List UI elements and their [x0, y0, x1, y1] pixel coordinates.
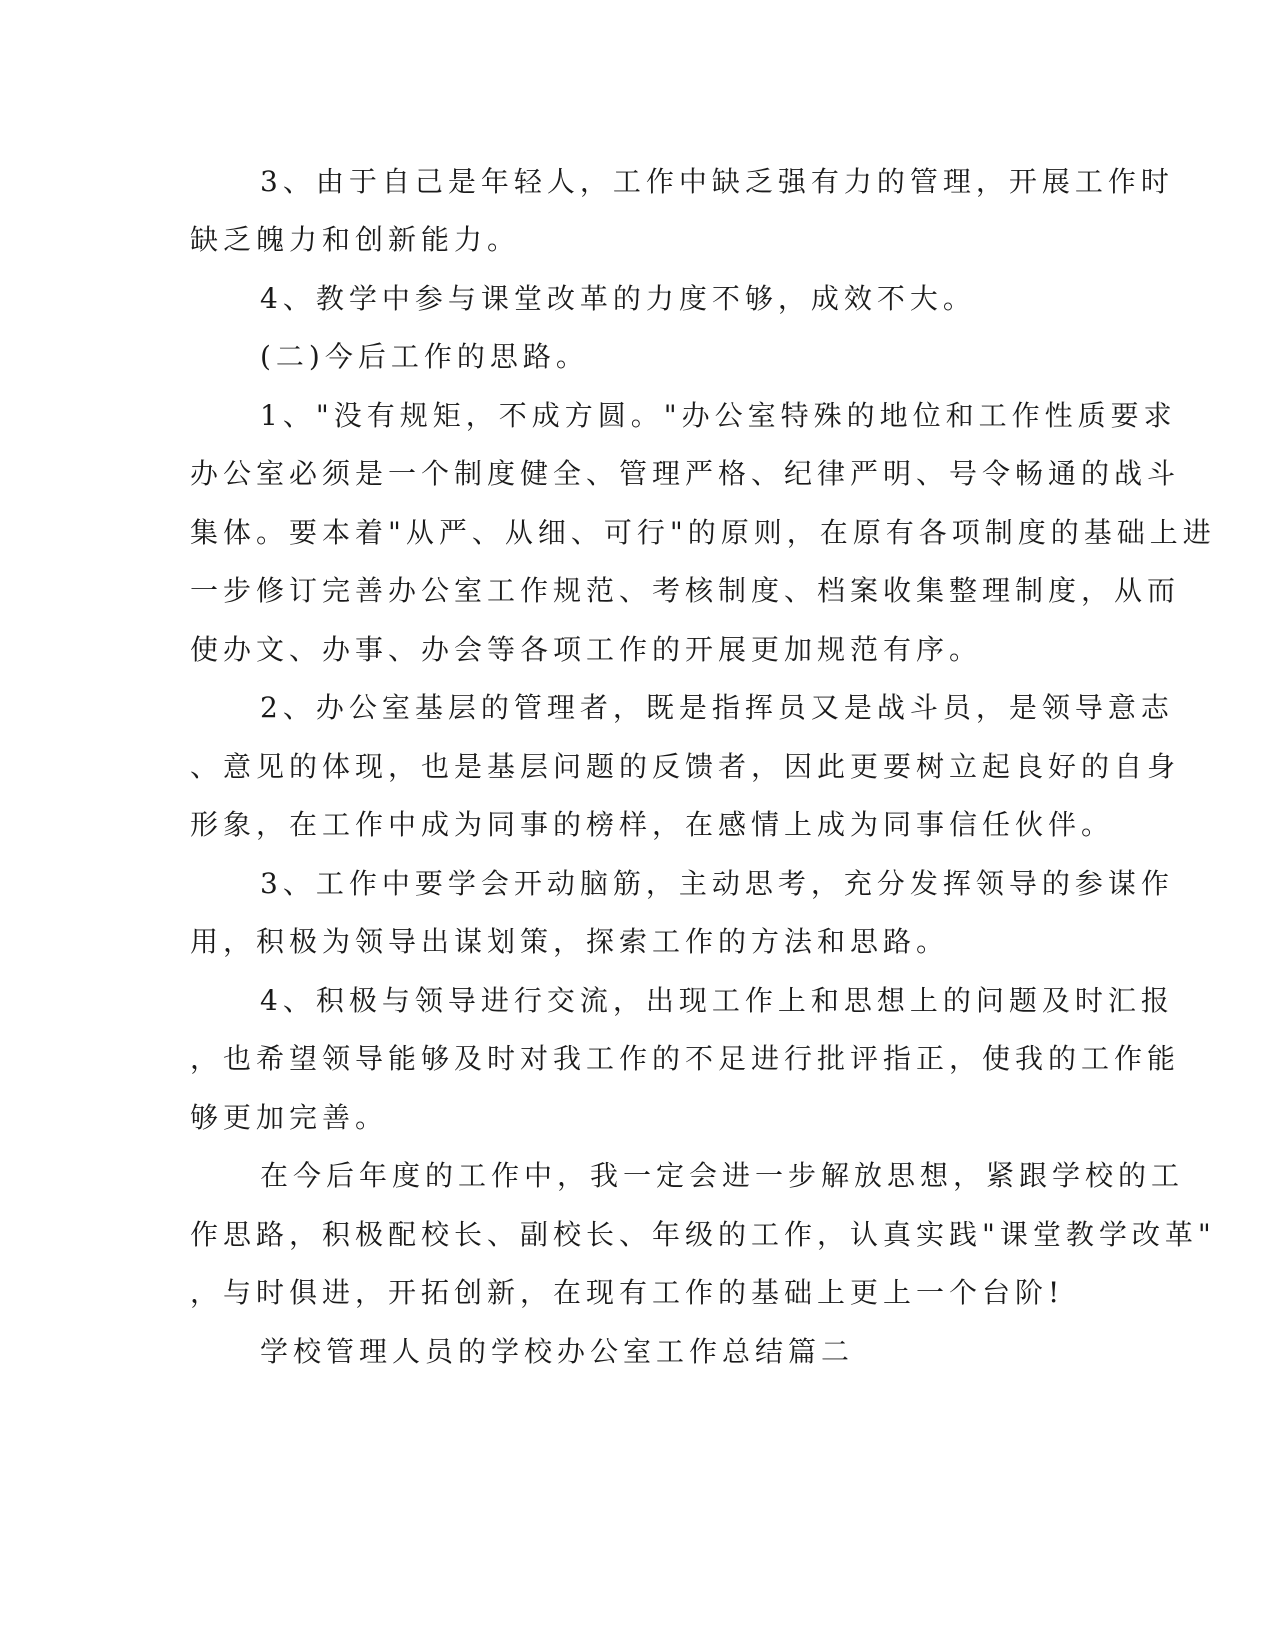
- text-line: 缺乏魄力和创新能力。: [190, 223, 521, 256]
- text-line: 集体。要本着"从严、从细、可行"的原则，在原有各项制度的基础上进: [190, 516, 1216, 549]
- text-line: 一步修订完善办公室工作规范、考核制度、档案收集整理制度，从而: [190, 574, 1181, 607]
- text-line: ，也希望领导能够及时对我工作的不足进行批评指正，使我的工作能: [190, 1042, 1181, 1075]
- text-line: 、意见的体现，也是基层问题的反馈者，因此更要树立起良好的自身: [190, 750, 1181, 783]
- text-line: 4、积极与领导进行交流，出现工作上和思想上的问题及时汇报: [260, 984, 1174, 1017]
- text-line: 4、教学中参与课堂改革的力度不够，成效不大。: [260, 282, 976, 315]
- text-line: 2、办公室基层的管理者，既是指挥员又是战斗员，是领导意志: [260, 691, 1174, 724]
- section-title: 学校管理人员的学校办公室工作总结篇二: [260, 1335, 855, 1368]
- text-line: 办公室必须是一个制度健全、管理严格、纪律严明、号令畅通的战斗: [190, 457, 1181, 490]
- text-line: ，与时俱进，开拓创新，在现有工作的基础上更上一个台阶!: [190, 1276, 1065, 1309]
- text-line: 作思路，积极配校长、副校长、年级的工作，认真实践"课堂教学改革": [190, 1218, 1216, 1251]
- section-heading: (二)今后工作的思路。: [260, 340, 589, 373]
- text-line: 在今后年度的工作中，我一定会进一步解放思想，紧跟学校的工: [260, 1159, 1185, 1192]
- text-line: 够更加完善。: [190, 1101, 389, 1134]
- text-line: 形象，在工作中成为同事的榜样，在感情上成为同事信任伙伴。: [190, 808, 1115, 841]
- text-line: 1、"没有规矩，不成方圆。"办公室特殊的地位和工作性质要求: [260, 399, 1177, 432]
- text-line: 3、由于自己是年轻人，工作中缺乏强有力的管理，开展工作时: [260, 165, 1174, 198]
- text-line: 用，积极为领导出谋划策，探索工作的方法和思路。: [190, 925, 950, 958]
- text-line: 使办文、办事、办会等各项工作的开展更加规范有序。: [190, 633, 983, 666]
- text-line: 3、工作中要学会开动脑筋，主动思考，充分发挥领导的参谋作: [260, 867, 1174, 900]
